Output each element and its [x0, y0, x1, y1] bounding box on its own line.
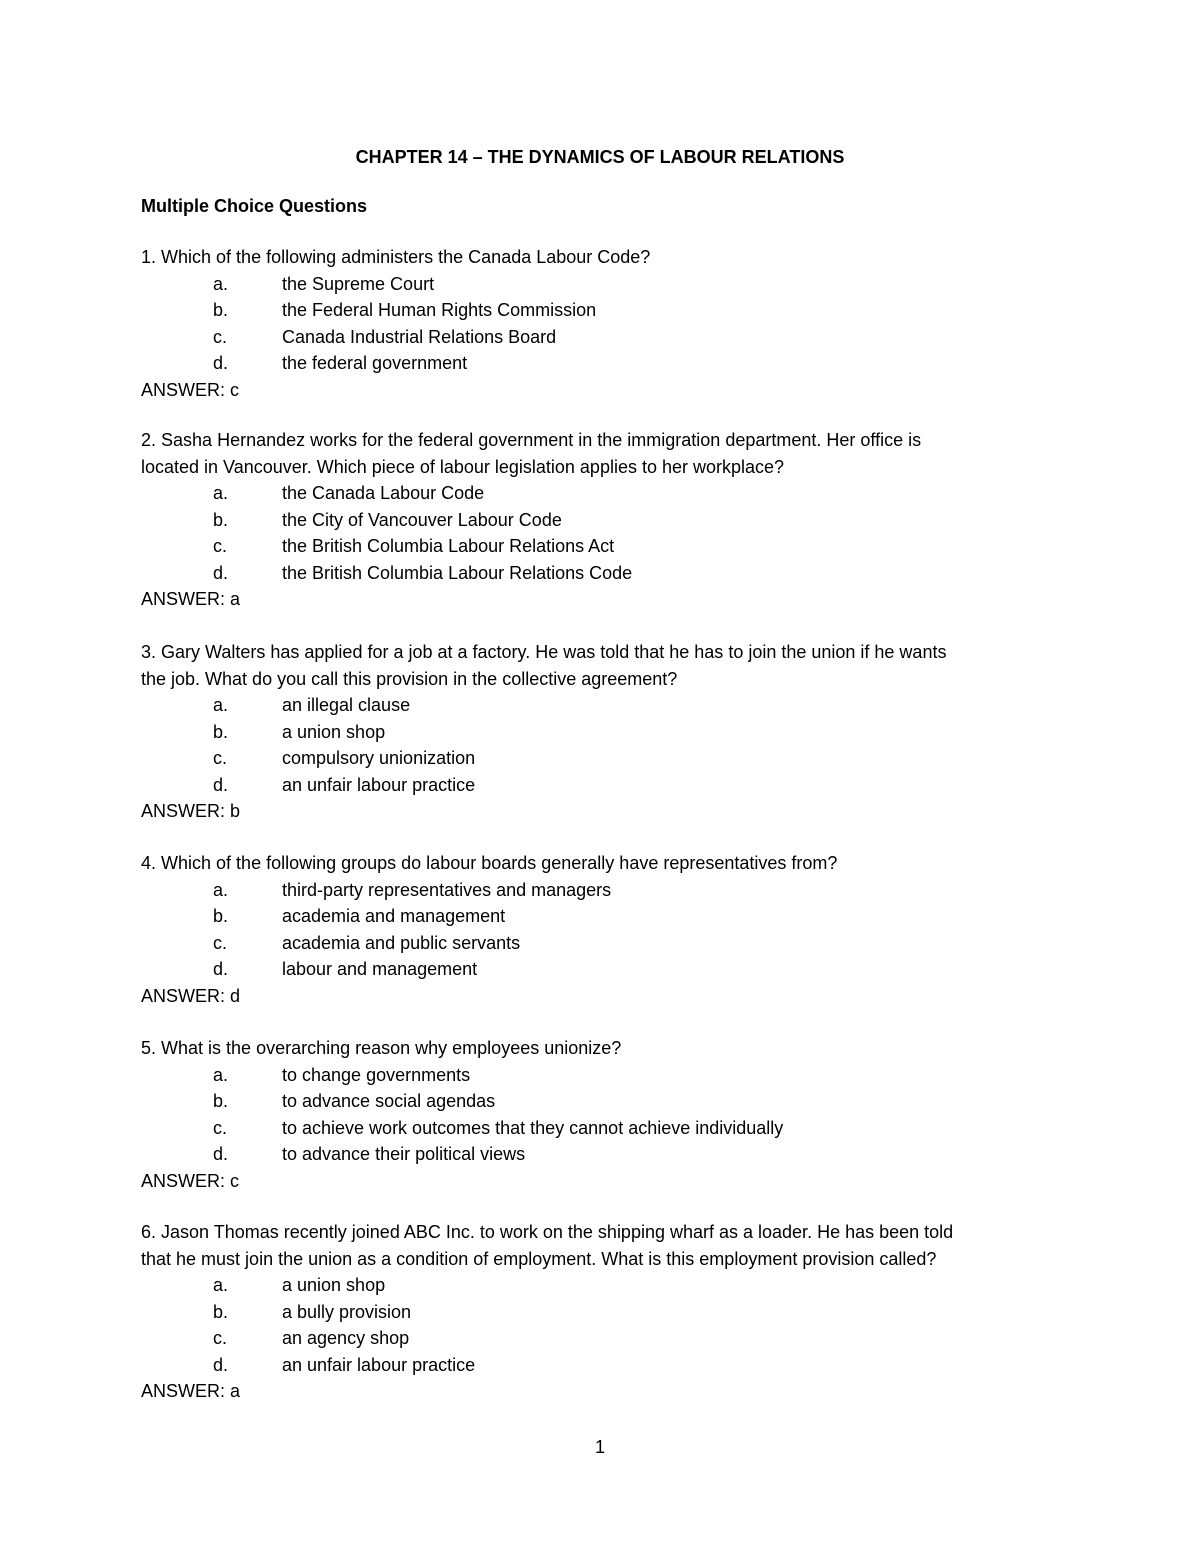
option-text: the Supreme Court: [282, 273, 435, 294]
option-letter: b.: [213, 300, 229, 320]
answer-line: ANSWER: a: [141, 589, 241, 609]
option-b: [141, 297, 1041, 324]
option-c: [141, 1325, 1041, 1352]
question-text: [141, 244, 1041, 271]
question-line: Which of the following groups do labour boards generally have representatives from?: [161, 853, 838, 873]
option-text: a bully provision: [282, 1301, 412, 1322]
option-text: academia and management: [282, 906, 506, 926]
option-text: to achieve work outcomes that they cannot achieve individually: [282, 1117, 784, 1138]
option-text: a union shop: [282, 1275, 386, 1295]
section-heading: Multiple Choice Questions: [141, 196, 368, 216]
option-letter: a.: [213, 1064, 229, 1085]
option-letter: a.: [213, 483, 229, 503]
option-c: [141, 1115, 1041, 1142]
question-1: [141, 244, 1041, 403]
option-text: the British Columbia Labour Relations Code: [282, 562, 633, 583]
option-text: an unfair labour practice: [282, 774, 476, 795]
option-letter: d.: [213, 774, 229, 795]
option-text: the British Columbia Labour Relations Act: [282, 536, 615, 556]
option-d: [141, 350, 1041, 377]
option-letter: a.: [213, 273, 229, 294]
answer-line: ANSWER: c: [141, 379, 240, 400]
option-text: the Canada Labour Code: [282, 483, 485, 503]
option-letter: a.: [213, 695, 229, 715]
question-line: Which of the following administers the Canada Labour Code?: [161, 247, 651, 267]
answer-line: ANSWER: c: [141, 1170, 240, 1191]
page-number: 1: [594, 1437, 605, 1457]
answer-line: ANSWER: b: [141, 801, 241, 821]
option-letter: d.: [213, 959, 229, 979]
option-d: [141, 1141, 1041, 1168]
option-a: [141, 1272, 1041, 1299]
question-text: [141, 850, 1041, 877]
option-text: a union shop: [282, 721, 386, 742]
option-text: to change governments: [282, 1064, 471, 1085]
question-number: 5.: [141, 1038, 157, 1058]
question-text: [141, 1219, 1041, 1246]
question-text: [141, 639, 1041, 666]
option-b: [141, 903, 1041, 930]
option-c: [141, 324, 1041, 351]
option-b: [141, 1088, 1041, 1115]
question-number: 6.: [141, 1222, 157, 1242]
option-text: an unfair labour practice: [282, 1354, 476, 1375]
option-letter: c.: [213, 1117, 228, 1138]
option-letter: d.: [213, 1354, 229, 1375]
option-letter: b.: [213, 1301, 229, 1322]
question-3: [141, 639, 1041, 825]
option-text: to advance social agendas: [282, 1091, 496, 1111]
question-text: [141, 1035, 1041, 1062]
option-text: the City of Vancouver Labour Code: [282, 509, 562, 530]
option-b: [141, 719, 1041, 746]
option-a: [141, 480, 1041, 507]
option-letter: a.: [213, 1275, 229, 1295]
question-6: [141, 1219, 1041, 1405]
option-letter: c.: [213, 326, 228, 347]
question-line: the job. What do you call this provision in the collective agreement?: [141, 668, 678, 689]
option-d: [141, 560, 1041, 587]
question-line: Sasha Hernandez works for the federal government in the immigration department. Her office is: [161, 430, 922, 450]
option-c: [141, 930, 1041, 957]
question-number: 3.: [141, 642, 157, 662]
question-line: that he must join the union as a condition of employment. What is this employment provision called?: [141, 1248, 937, 1269]
option-letter: a.: [213, 879, 229, 900]
option-letter: b.: [213, 721, 229, 742]
option-a: [141, 692, 1041, 719]
option-text: an illegal clause: [282, 695, 411, 715]
option-letter: d.: [213, 562, 229, 583]
answer-line: ANSWER: d: [141, 985, 241, 1006]
question-line: located in Vancouver. Which piece of labour legislation applies to her workplace?: [141, 456, 785, 477]
option-letter: c.: [213, 748, 228, 768]
option-a: [141, 877, 1041, 904]
question-4: [141, 850, 1041, 1009]
question-number: 4.: [141, 853, 157, 873]
option-letter: b.: [213, 1091, 229, 1111]
answer-line: ANSWER: a: [141, 1381, 241, 1401]
option-text: to advance their political views: [282, 1144, 526, 1164]
question-number: 2.: [141, 430, 157, 450]
option-a: [141, 271, 1041, 298]
option-text: an agency shop: [282, 1328, 410, 1348]
option-letter: b.: [213, 509, 229, 530]
question-number: 1.: [141, 247, 157, 267]
chapter-title: CHAPTER 14 – THE DYNAMICS OF LABOUR RELATIONS: [355, 147, 845, 167]
option-b: [141, 1299, 1041, 1326]
option-a: [141, 1062, 1041, 1089]
option-letter: c.: [213, 932, 228, 953]
question-5: [141, 1035, 1041, 1194]
option-text: compulsory unionization: [282, 748, 476, 768]
option-c: [141, 533, 1041, 560]
option-b: [141, 507, 1041, 534]
option-text: the Federal Human Rights Commission: [282, 300, 597, 320]
option-text: Canada Industrial Relations Board: [282, 326, 557, 347]
option-letter: d.: [213, 1144, 229, 1164]
option-text: labour and management: [282, 959, 478, 979]
option-text: third-party representatives and managers: [282, 879, 612, 900]
option-c: [141, 745, 1041, 772]
option-d: [141, 1352, 1041, 1379]
option-letter: c.: [213, 1328, 228, 1348]
option-d: [141, 956, 1041, 983]
question-text: [141, 427, 1041, 454]
option-text: academia and public servants: [282, 932, 521, 953]
option-letter: d.: [213, 353, 229, 373]
option-d: [141, 772, 1041, 799]
question-line: Gary Walters has applied for a job at a factory. He was told that he has to join the union if he wants: [161, 642, 947, 662]
option-letter: b.: [213, 906, 229, 926]
option-text: the federal government: [282, 353, 468, 373]
question-line: Jason Thomas recently joined ABC Inc. to work on the shipping wharf as a loader. He has been told: [161, 1222, 954, 1242]
option-letter: c.: [213, 536, 228, 556]
question-2: [141, 427, 1041, 613]
question-line: What is the overarching reason why employees unionize?: [161, 1038, 622, 1058]
